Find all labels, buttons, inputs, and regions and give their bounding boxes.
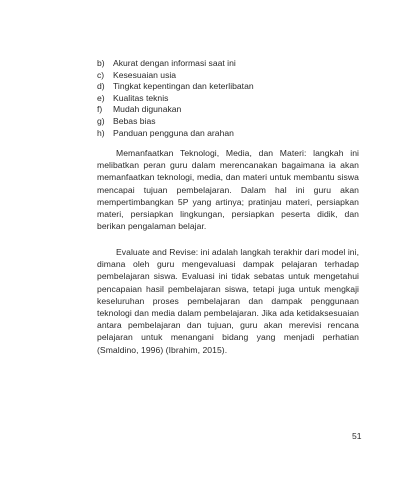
list-item-text: Akurat dengan informasi saat ini xyxy=(113,58,236,68)
list-item xyxy=(97,104,377,116)
list-item-letter: b) xyxy=(97,58,105,68)
list-item-text: Tingkat kepentingan dan keterlibatan xyxy=(113,81,254,92)
list-item xyxy=(97,116,377,128)
list-item xyxy=(97,128,377,140)
list-item-letter: g) xyxy=(97,115,105,126)
list-item-text: Kualitas teknis xyxy=(113,92,169,103)
list-item-text: Panduan pengguna dan arahan xyxy=(113,127,234,138)
list-item xyxy=(97,81,377,93)
list-item-letter: h) xyxy=(97,127,105,138)
criteria-list xyxy=(97,58,377,139)
list-item-letter: d) xyxy=(97,81,105,92)
paragraph-evaluate-and-revise: Evaluate and Revise: ini adalah langkah terakhir dari model ini, dimana oleh guru mengevaluasi dampak pelajaran terhadap pembelajaran siswa. Evaluasi ini tidak sebatas untuk mengetahui pencapaian hasil pembelajaran siswa, tetapi juga untuk mengkaji keseluruhan proses pembelajaran dan dampak penggunaan teknologi dan media dalam pembelajaran. Jika ada ketidaksesuaian antara pembelajaran dan tujuan, guru akan merevisi rencana pelajaran untuk menangani bidang yang menjadi perhatian (Smaldino, 1996) (Ibrahim, 2015). xyxy=(97,247,360,355)
page-number: 51 xyxy=(352,431,362,441)
list-item-text: Bebas bias xyxy=(113,115,156,126)
list-item-text: Mudah digunakan xyxy=(113,104,182,115)
paragraph-technology-media-materials: Memanfaatkan Teknologi, Media, dan Materi: langkah ini melibatkan peran guru dalam merencanakan bagaimana ia akan memanfaatkan teknologi, media, dan materi untuk membantu siswa mencapai tujuan pembelajaran. Dalam hal ini guru akan mempertimbangkan 5P yang artinya; pratinjau materi, persiapkan materi, persiapkan lingkungan, persiapkan peserta didik, dan berikan pengalaman belajar. xyxy=(97,148,359,232)
list-item-text: Kesesuaian usia xyxy=(113,69,177,80)
list-item xyxy=(97,70,377,82)
list-item-letter: c) xyxy=(97,69,105,80)
list-item xyxy=(97,58,377,70)
list-item-letter: e) xyxy=(97,92,105,103)
list-item xyxy=(97,93,377,105)
list-item-letter: f) xyxy=(97,104,103,115)
